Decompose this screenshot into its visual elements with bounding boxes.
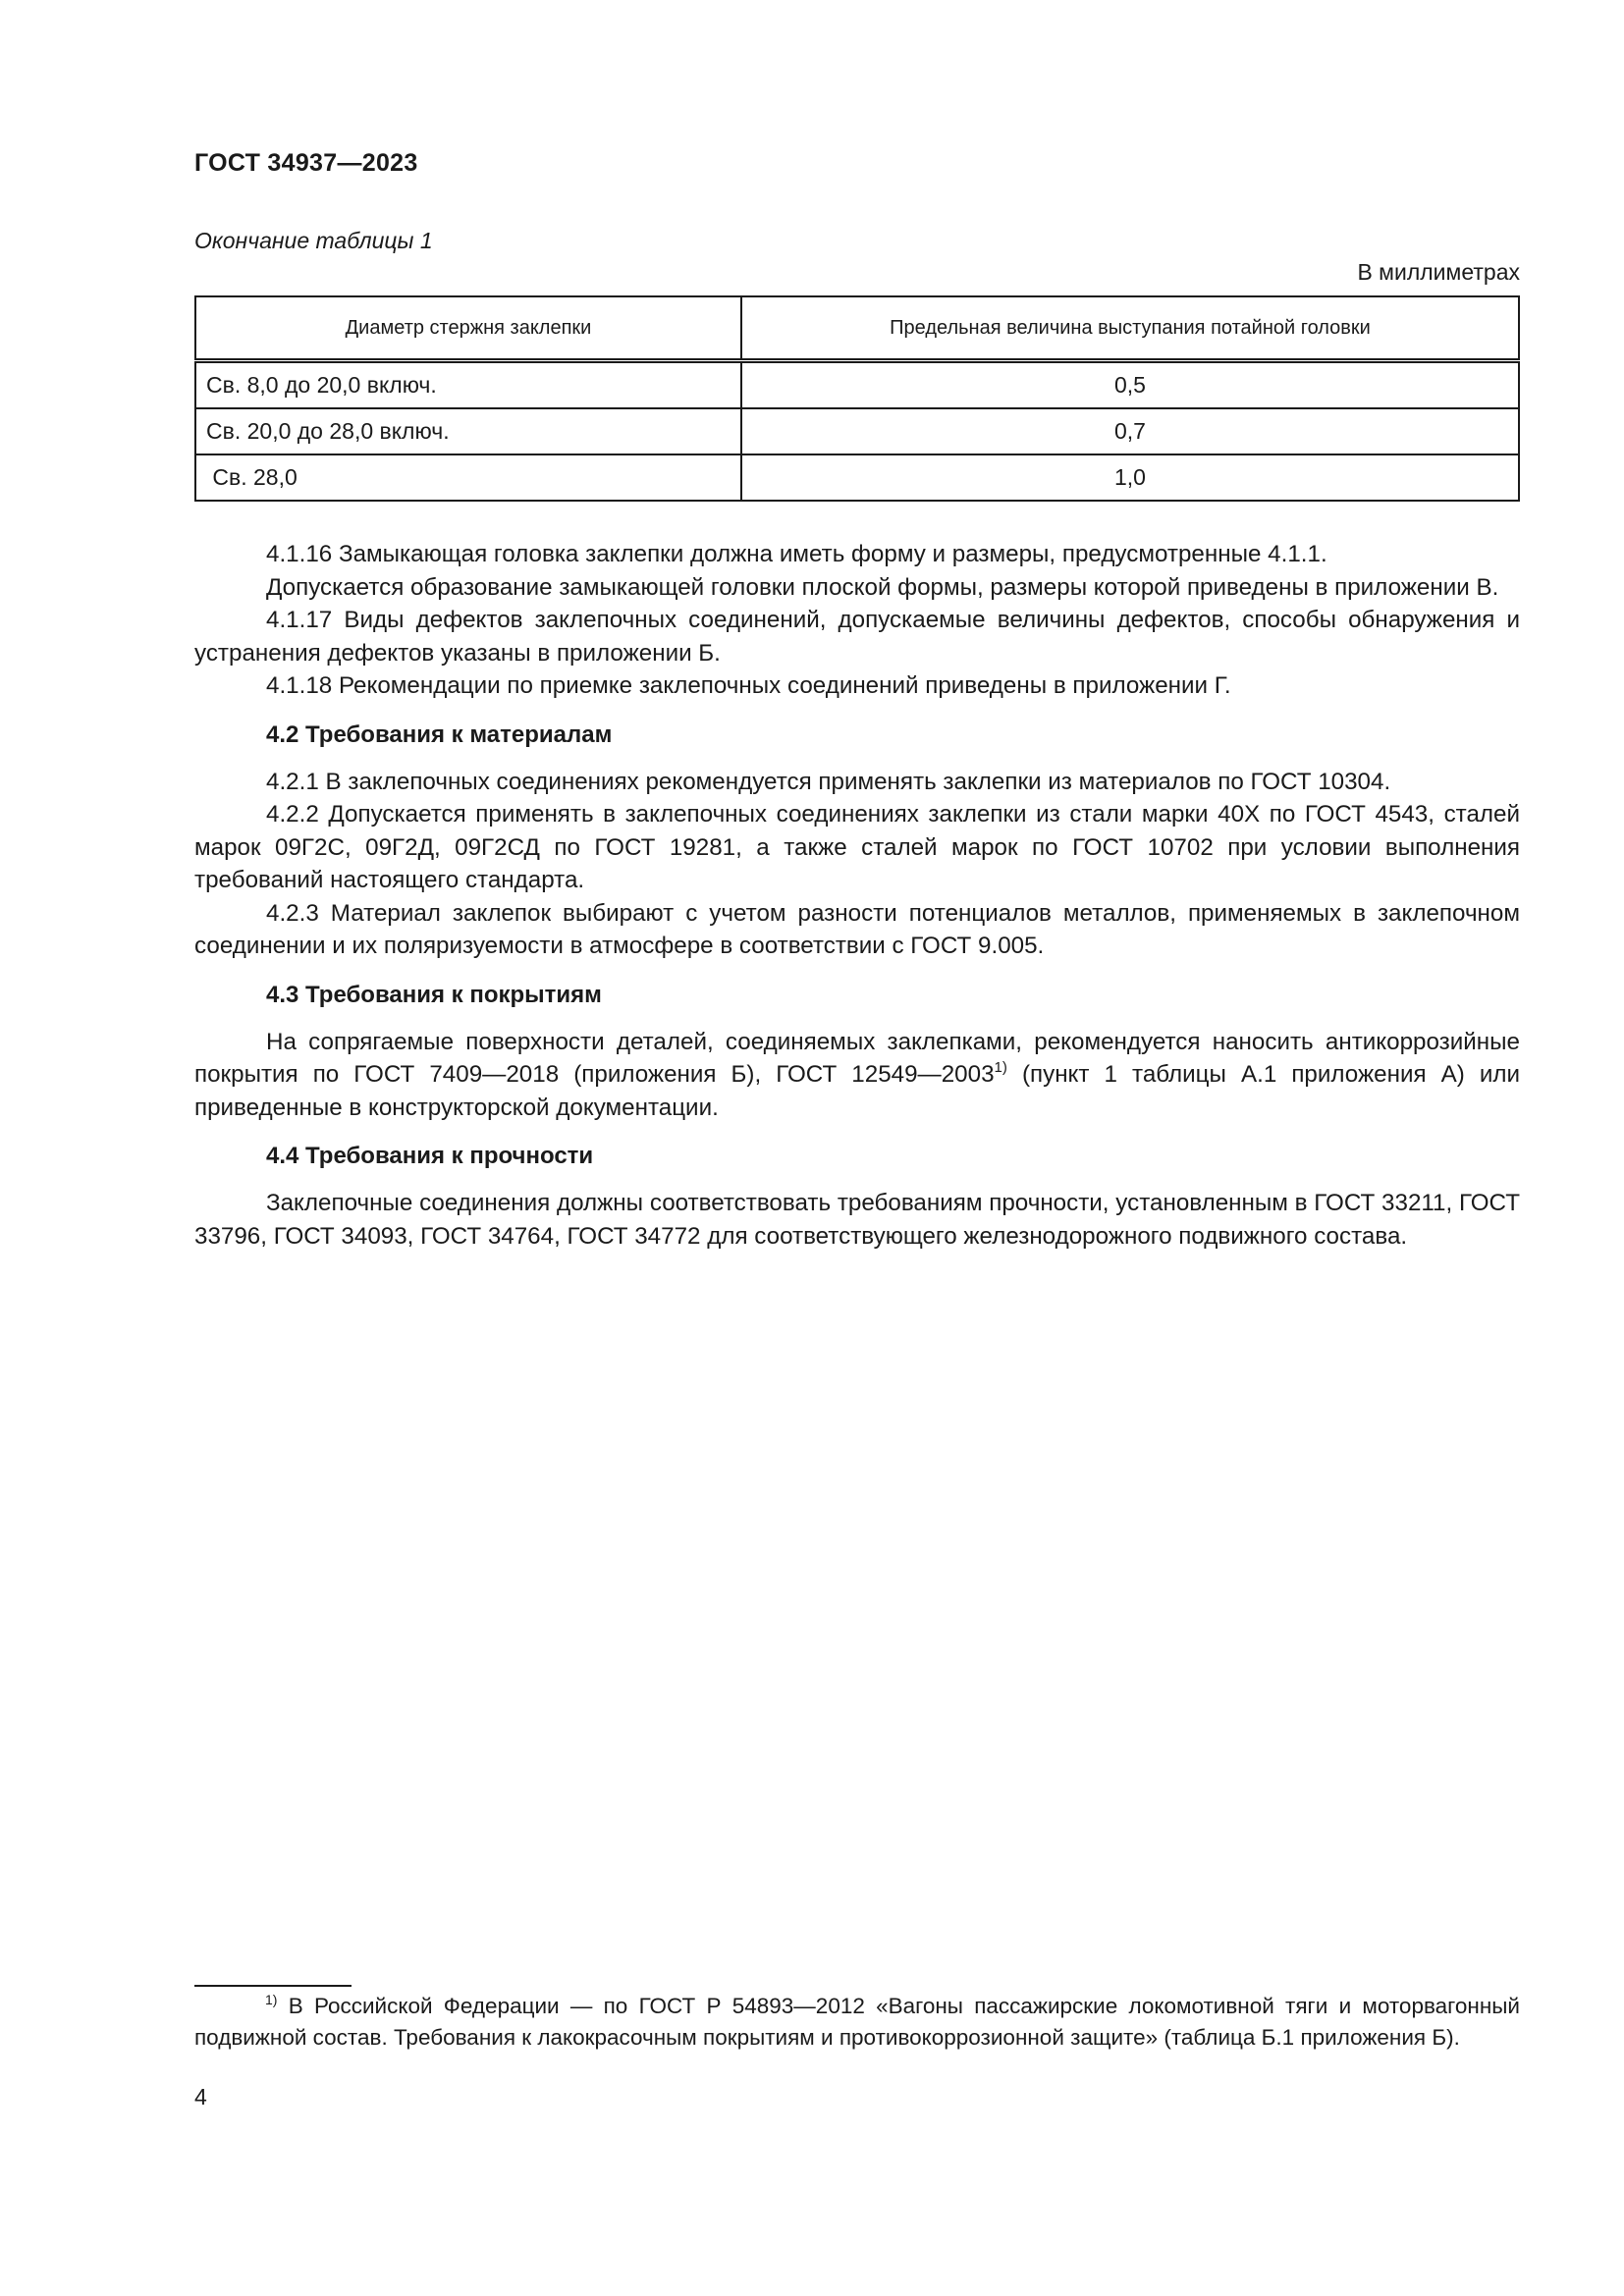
table-cell: Св. 20,0 до 28,0 включ. <box>195 408 741 454</box>
table-row <box>195 408 1519 454</box>
table-cell: Св. 8,0 до 20,0 включ. <box>195 361 741 409</box>
footnote-mark: 1) <box>265 1992 278 2007</box>
footnote-paragraph <box>194 1991 1520 2054</box>
paragraph: 4.2.1 В заклепочных соединениях рекомендуется применять заклепки из материалов по ГОСТ 10304. <box>266 768 1391 795</box>
table-row <box>195 361 1519 409</box>
table-cell: 1,0 <box>741 454 1519 501</box>
table-header-row <box>195 296 1519 361</box>
paragraph: 4.2.3 Материал заклепок выбирают с учетом разности потенциалов металлов, применяемых в заклепочном соединении и их поляризуемости в атмосфере в соответствии с ГОСТ 9.005. <box>194 899 1520 959</box>
paragraph: Допускается образование замыкающей головки плоской формы, размеры которой приведены в приложении В. <box>266 573 1499 601</box>
table-units: В миллиметрах <box>1357 259 1520 285</box>
table-caption: Окончание таблицы 1 <box>194 228 433 253</box>
paragraph: Заклепочные соединения должны соответствовать требованиям прочности, установленным в ГОСТ 33211, ГОСТ 33796, ГОСТ 34093, ГОСТ 34764, ГОСТ 34772 для соответствующего железнодорожного подвижного состава. <box>194 1190 1520 1250</box>
table-cell: Св. 28,0 <box>195 454 741 501</box>
footnote-divider <box>194 1985 352 1987</box>
paragraph-text: На сопрягаемые поверхности деталей, соединяемых заклепками, рекомендуется наносить антикоррозийные покрытия по ГОСТ 7409—2018 (приложения Б), ГОСТ 12549—2003 <box>194 1028 1520 1088</box>
paragraph-text: (пункт 1 таблицы А.1 приложения А) или приведенные в конструкторской документации. <box>194 1061 1520 1121</box>
column-header: Диаметр стержня заклепки <box>195 296 741 361</box>
page-number: 4 <box>194 2084 207 2109</box>
paragraph <box>194 1026 1520 1125</box>
column-header: Предельная величина выступания потайной головки <box>741 296 1519 361</box>
paragraph: 4.1.17 Виды дефектов заклепочных соединений, допускаемые величины дефектов, способы обнаружения и устранения дефектов указаны в приложении Б. <box>194 607 1520 667</box>
section-heading: 4.4 Требования к прочности <box>266 1143 594 1169</box>
footnote-reference: 1) <box>994 1059 1007 1076</box>
paragraph: 4.1.18 Рекомендации по приемке заклепочных соединений приведены в приложении Г. <box>266 672 1231 699</box>
paragraph: 4.1.16 Замыкающая головка заклепки должна иметь форму и размеры, предусмотренные 4.1.1. <box>266 541 1327 567</box>
footnote <box>194 1991 1520 2054</box>
paragraph: 4.2.2 Допускается применять в заклепочных соединениях заклепки из стали марки 40Х по ГОСТ 4543, сталей марок 09Г2С, 09Г2Д, 09Г2СД по ГОСТ 19281, а также сталей марок по ГОСТ 10702 при условии выполнения требований настоящего стандарта. <box>194 801 1520 893</box>
rivet-table <box>194 295 1520 502</box>
table-row <box>195 454 1519 501</box>
document-header: ГОСТ 34937—2023 <box>194 149 418 177</box>
section-heading: 4.2 Требования к материалам <box>266 721 613 748</box>
table-cell: 0,7 <box>741 408 1519 454</box>
document-body <box>194 538 1520 1253</box>
section-heading: 4.3 Требования к покрытиям <box>266 981 602 1008</box>
table-cell: 0,5 <box>741 361 1519 409</box>
footnote-text: В Российской Федерации — по ГОСТ Р 54893—2012 «Вагоны пассажирские локомотивной тяги и моторвагонный подвижной состав. Требования к лакокрасочным покрытиям и противокоррозионной защите» (таблица Б.1 приложения Б). <box>194 1994 1520 2050</box>
